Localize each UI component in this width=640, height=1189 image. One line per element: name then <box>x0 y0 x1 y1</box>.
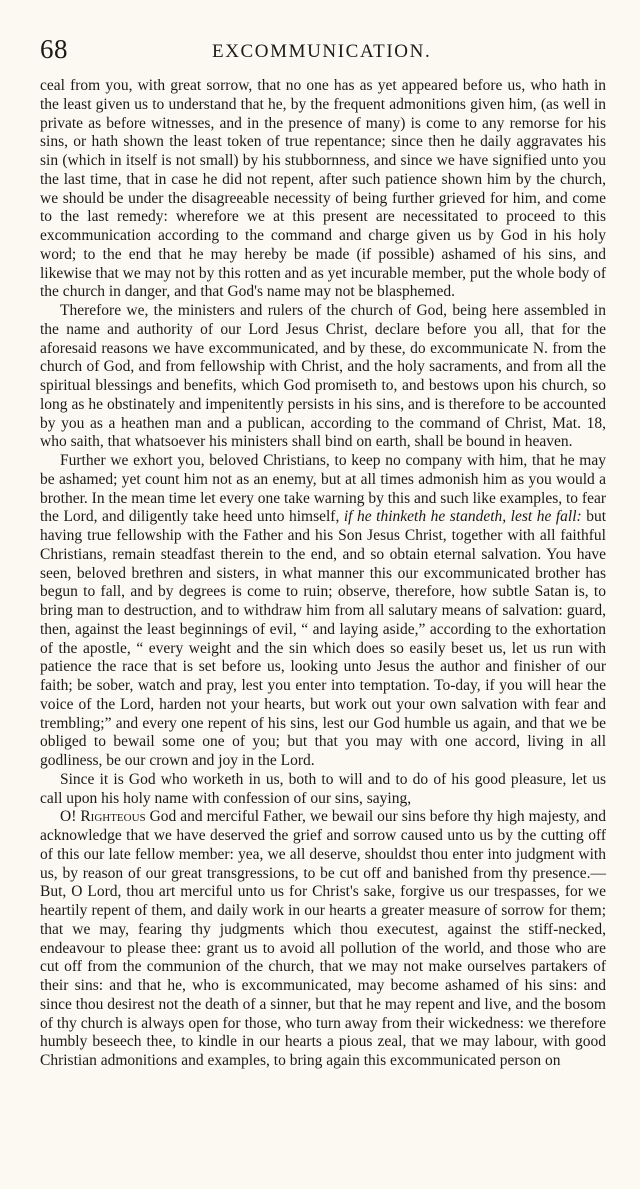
prayer-text: God and merciful Father, we bewail our sins before thy high majesty, and acknowledge that we have deserved the grief and sorrow caused unto us by the cutting off of this our late fellow member: yea, we all deserve, shouldst thou enter into judgment with us, by reason of our great transgressions, to be cut off and banished from thy presence.—But, O Lord, thou art merciful unto us for Christ's sake, forgive us our trespasses, for we heartily repent of them, and daily work in our hearts a greater measure of sorrow for them; that we may, fearing thy judgments which thou executest, against the stiff-necked, endeavour to please thee: grant us to avoid all pollution of the world, and those who are cut off from the communion of the church, that we may not make ourselves partakers of their sins: and that he, who is excommunicated, may become ashamed of his sins: and since thou desirest not the death of a sinner, but that he may repent and live, and the bosom of thy church is always open for those, who turn away from their wickedness: we therefore humbly beseech thee, to kindle in our hearts a pious zeal, that we may labour, with good Christian admonitions and examples, to bring again this excommunicated person on <box>40 808 606 1069</box>
paragraph-continuation: ceal from you, with great sorrow, that no one has as yet appeared before us, who hath in the least given us to understand that he, by the frequent admonitions given him, (as well in private as before witnesses, and in the presence of many) is come to any remorse for his sins, or hath shown the least token of true repentance; since then he daily aggravates his sin (which in itself is not small) by his stubbornness, and since we have signified unto you the last time, that in case he did not repent, after such patience shown him by the church, we should be under the disagreeable necessity of being further grieved for him, and come to the last remedy: wherefore we at this present are necessitated to proceed to this excommunication according to the command and charge given us by God in his holy word; to the end that he may hereby be made (if possible) ashamed of his sins, and likewise that we may not by this rotten and as yet incurable member, put the whole body of the church in danger, and that God's name may not be blasphemed. <box>40 77 606 301</box>
prayer-opening: O! <box>60 808 81 826</box>
exhortation-text-end: but having true fellowship with the Father and his Son Jesus Christ, together with all faithful Christians, remain steadfast therein to the end, and so obtain eternal salvation. You have seen, beloved brethren and sisters, in what manner this our excommunicated brother has begun to fall, and by degrees is come to ruin; observe, therefore, how subtle Satan is, to bring man to destruction, and to withdraw him from all salutary means of salvation: guard, then, against the least beginnings of evil, “ and laying aside,” according to the exhortation of the apostle, “ every weight and the sin which does so easily beset us, let us run with patience the race that is set before us, looking unto Jesus the author and finisher of our faith; be sober, watch and pray, lest you enter into temptation. To-day, if you will hear the voice of the Lord, harden not your hearts, but work out your own salvation with fear and trembling;” and every one repent of his sins, lest our God humble us again, and that we be obliged to bewail some one of you; but that you may with one accord, living in all godliness, be our crown and joy in the Lord. <box>40 508 607 769</box>
page-number: 68 <box>40 34 68 64</box>
paragraph-declaration: Therefore we, the ministers and rulers of the church of God, being here assembled in the name and authority of our Lord Jesus Christ, declare before you all, that for the aforesaid reasons we have excommunicated, and by these, do excommunicate N. from the church of God, and from fellowship with Christ, and the holy sacraments, and from all the spiritual blessings and benefits, which God promiseth to, and bestows upon his church, so long as he obstinately and impenitently persists in his sins, and is therefore to be accounted by you as a heathen man and a publican, according to the command of Christ, Mat. 18, who saith, that whatsoever his ministers shall bind on earth, shall be bound in heaven. <box>40 302 606 451</box>
paragraph-prayer <box>40 808 606 1071</box>
paragraph-call-to-prayer: Since it is God who worketh in us, both to will and to do of his good pleasure, let us call upon his holy name with confession of our sins, saying, <box>40 770 606 807</box>
exhortation-text-start: Further we exhort you, beloved Christians, to keep no company with him, that he may be ashamed; yet count him not as an enemy, but at all times admonish him as you would a brother. In the mean time let every one take warning by this and such like examples, to fear the Lord, and diligently take heed unto himself, <box>40 452 606 526</box>
running-head: EXCOMMUNICATION. <box>212 41 432 62</box>
paragraph-exhortation <box>40 452 606 771</box>
page-header <box>40 34 606 68</box>
prayer-smallcaps-word: Righteous <box>80 808 146 826</box>
exhortation-italic-quote: if he thinketh he standeth, lest he fall: <box>343 508 582 526</box>
body-text <box>40 77 606 1071</box>
